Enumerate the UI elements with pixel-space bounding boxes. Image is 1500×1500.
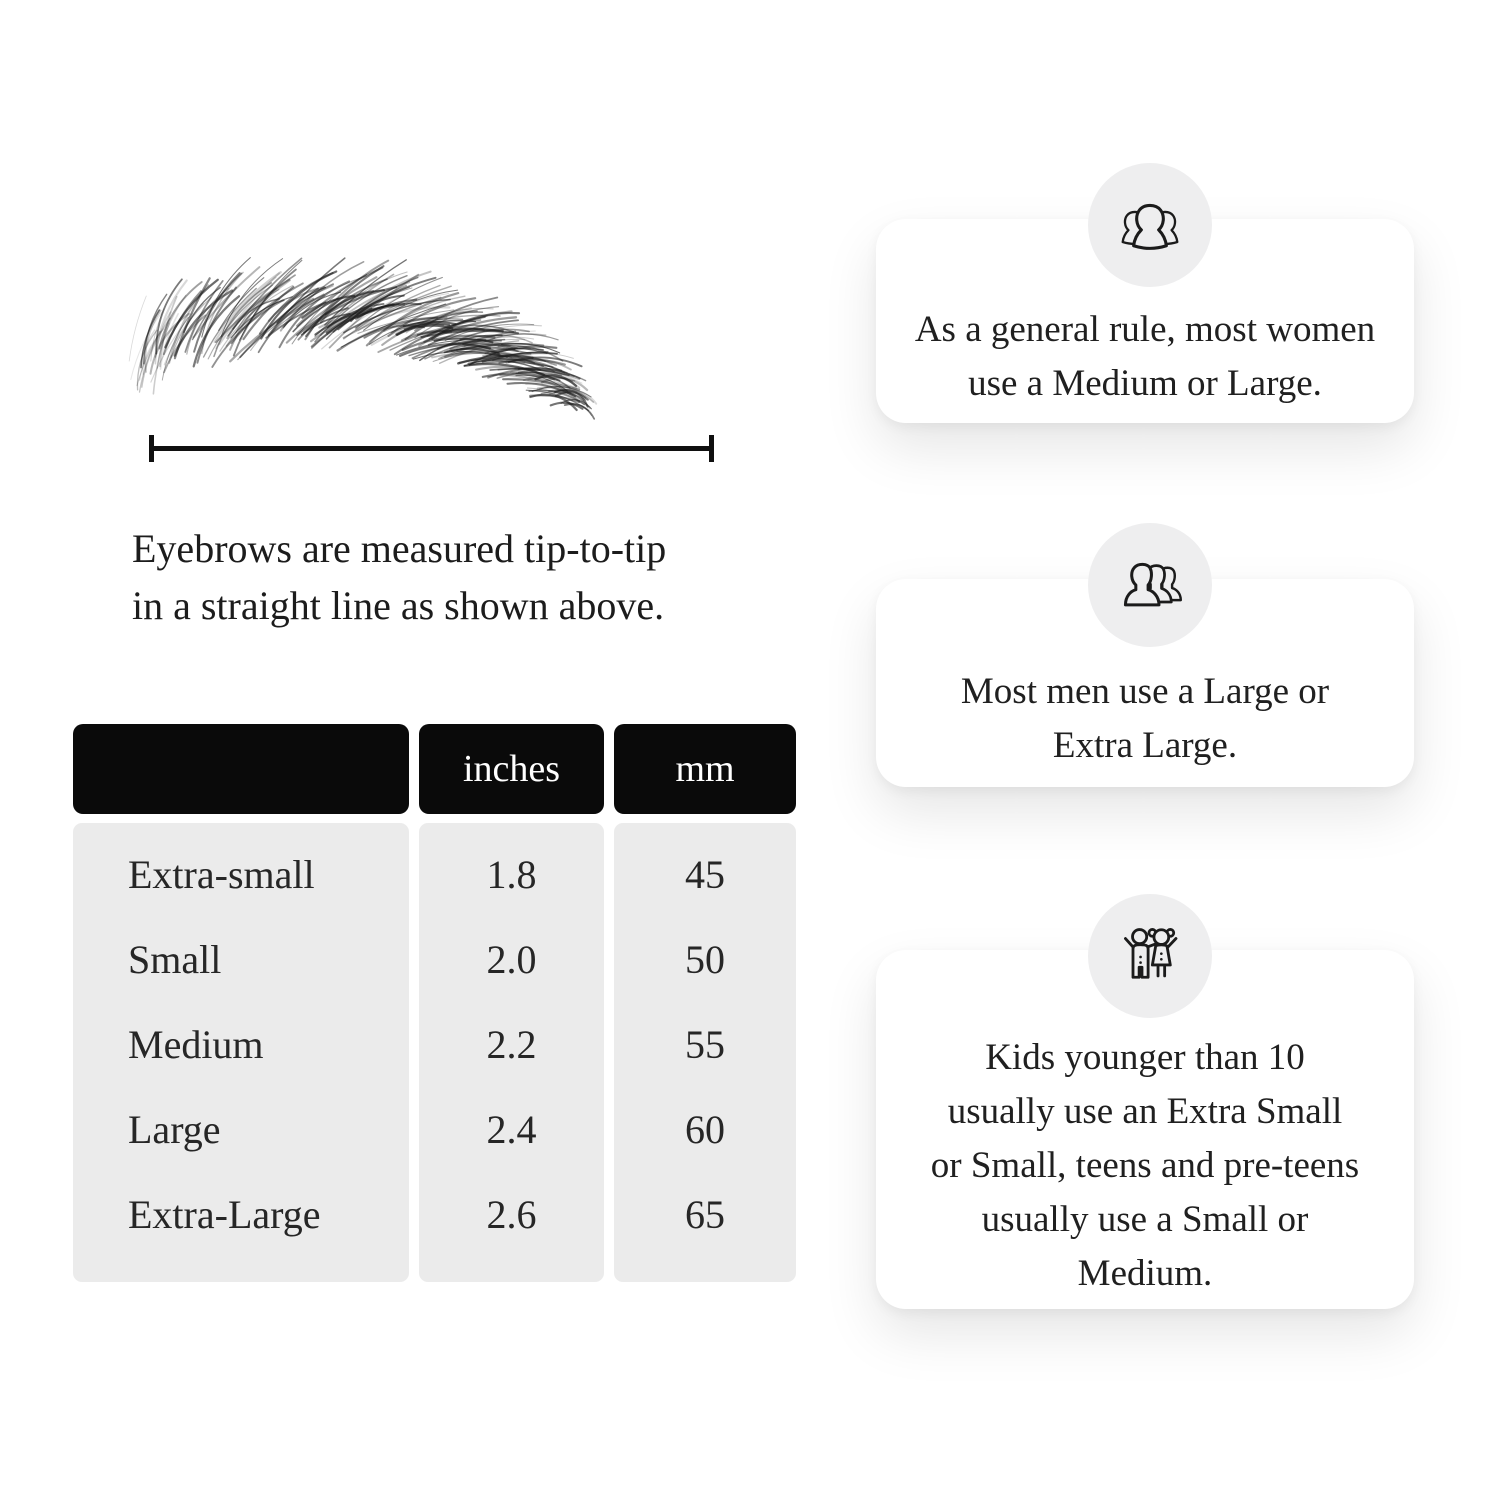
table-header-inches: inches — [419, 724, 604, 814]
tip-text-women: As a general rule, most women use a Medium or Large. — [914, 309, 1376, 404]
tip-text-men: Most men use a Large or Extra Large. — [960, 671, 1330, 766]
children-icon-badge — [1088, 894, 1212, 1018]
men-icon-badge — [1088, 523, 1212, 647]
inches-cell: 2.6 — [486, 1192, 537, 1237]
mm-cell: 55 — [685, 1022, 725, 1067]
women-group-icon — [1116, 191, 1184, 259]
mm-cell: 60 — [685, 1107, 725, 1152]
mm-cell: 45 — [685, 852, 725, 897]
measure-line-right-tick — [709, 435, 714, 462]
inches-cell: 1.8 — [486, 852, 537, 897]
inches-cell: 2.0 — [486, 937, 537, 982]
measure-line — [150, 446, 713, 451]
men-group-icon — [1116, 551, 1184, 619]
table-column-sizes — [73, 823, 409, 1282]
size-cell: Extra-Large — [128, 1192, 321, 1237]
size-cell: Medium — [128, 1022, 264, 1067]
size-table — [73, 724, 796, 1282]
table-column-mm — [614, 823, 796, 1282]
measure-caption — [132, 520, 792, 634]
size-cell: Extra-small — [128, 852, 315, 897]
size-cell: Large — [128, 1107, 221, 1152]
measure-caption-line1: Eyebrows are measured tip-to-tip — [132, 526, 667, 571]
eyebrow-illustration — [112, 232, 632, 422]
tip-text-kids: Kids younger than 10 usually use an Extra Small or Small, teens and pre-teens usually use a Small or Medium. — [930, 1036, 1360, 1294]
table-column-inches — [419, 823, 604, 1282]
table-header-size — [73, 724, 409, 814]
measure-caption-line2: in a straight line as shown above. — [132, 583, 665, 628]
inches-cell: 2.4 — [486, 1107, 537, 1152]
mm-cell: 50 — [685, 937, 725, 982]
women-icon-badge — [1088, 163, 1212, 287]
children-icon — [1116, 922, 1184, 990]
mm-cell: 65 — [685, 1192, 725, 1237]
size-cell: Small — [128, 937, 222, 982]
inches-cell: 2.2 — [486, 1022, 537, 1067]
table-header-mm: mm — [614, 724, 796, 814]
